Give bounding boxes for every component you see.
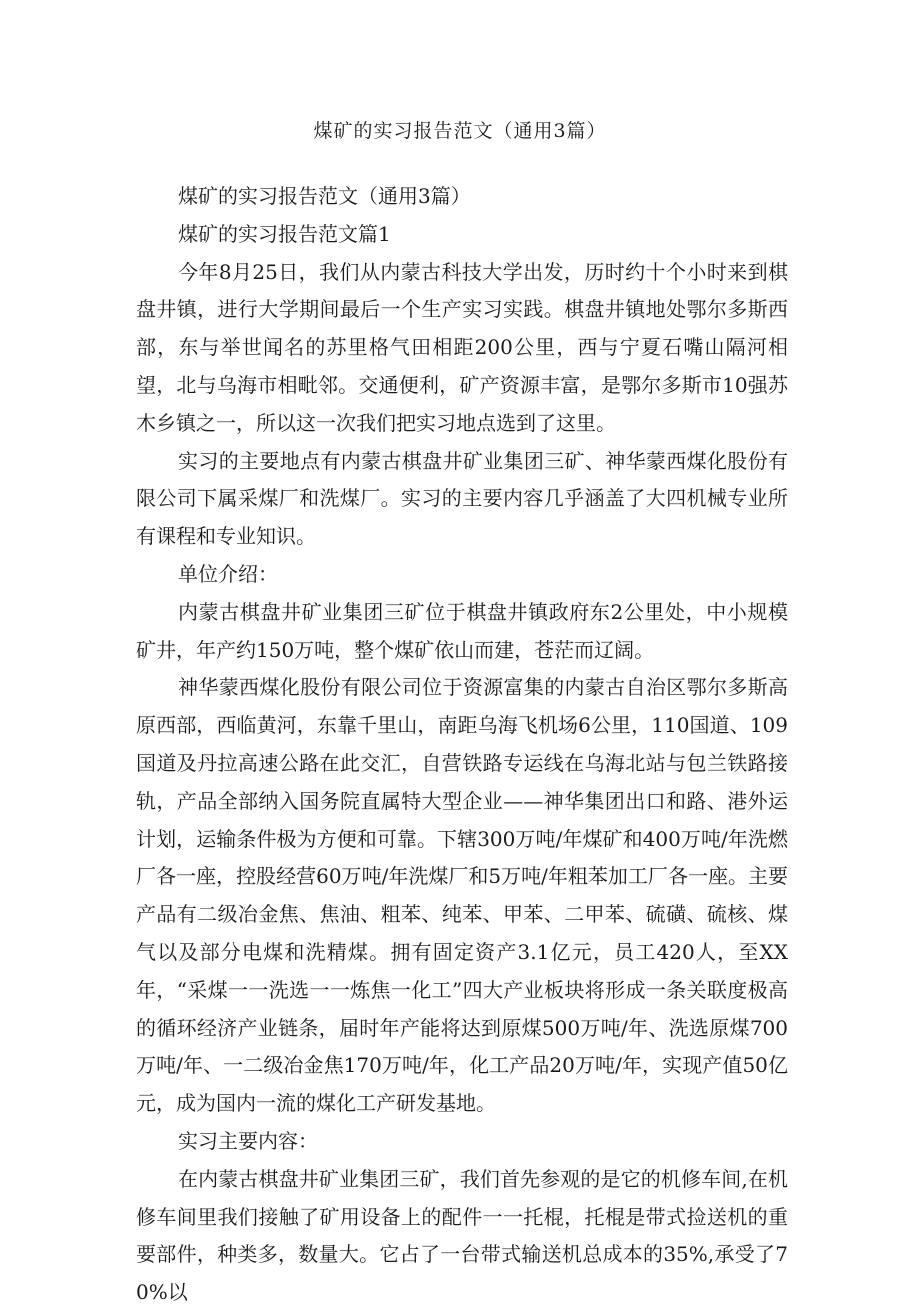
paragraph-locations: 实习的主要地点有内蒙古棋盘井矿业集团三矿、神华蒙西煤化股份有限公司下属采煤厂和洗煤厂。实习的主要内容几乎涵盖了大四机械专业所有课程和专业知识。 [136,448,788,549]
paragraph-subtitle: 煤矿的实习报告范文（通用3篇） [178,184,471,208]
paragraph-repair-shop: 在内蒙古棋盘井矿业集团三矿，我们首先参观的是它的机修车间,在机修车间里我们接触了矿用设备上的配件一一托棍，托棍是带式捡送机的重要部件，种类多，数量大。它占了一台带式输送机总成本的35%,承受了70%以 [136,1166,788,1305]
paragraph-intro: 今年8月25日，我们从内蒙古科技大学出发，历时约十个小时来到棋盘井镇，进行大学期间最后一个生产实习实践。棋盘井镇地处鄂尔多斯西部，东与举世闻名的苏里格气田相距200公里，西与宁夏石嘴山隔河相望，北与乌海市相毗邻。交通便利，矿产资源丰富，是鄂尔多斯市10强苏木乡镇之一，所以这一次我们把实习地点选到了这里。 [136,259,788,435]
paragraph-mine-three: 内蒙古棋盘井矿业集团三矿位于棋盘井镇政府东2公里处，中小规模矿井，年产约150万吨，整个煤矿依山而建，苍茫而辽阔。 [136,599,788,662]
paragraph-content-heading: 实习主要内容： [178,1128,318,1153]
paragraph-shenhua: 神华蒙西煤化股份有限公司位于资源富集的内蒙古自治区鄂尔多斯高原西部，西临黄河，东靠千里山，南距乌海飞机场6公里，110国道、109国道及丹拉高速公路在此交汇，自营铁路专运线在乌海北站与包兰铁路接轨，产品全部纳入国务院直属特大型企业——神华集团出口和路、港外运计划，运输条件极为方便和可靠。下辖300万吨/年煤矿和400万吨/年洗燃厂各一座，控股经营60万吨/年洗煤厂和5万吨/年粗苯加工厂各一座。主要产品有二级冶金焦、焦油、粗苯、纯苯、甲苯、二甲苯、硫磺、硫核、煤气以及部分电煤和洗精煤。拥有固定资产3.1亿元，员工420人，至XX年，“采煤一一洗选一一炼焦一化工”四大产业板块将形成一条关联度极高的循环经济产业链条，届时年产能将达到原煤500万吨/年、洗选原煤700万吨/年、一二级冶金焦170万吨/年，化工产品20万吨/年，实现产值50亿元，成为国内一流的煤化工产研发基地。 [136,675,788,1116]
document-body [136,178,788,1312]
paragraph-section-heading: 煤矿的实习报告范文篇1 [178,221,391,246]
document-title: 煤矿的实习报告范文（通用3篇） [313,120,607,142]
paragraph-unit-heading: 单位介绍： [178,561,278,586]
